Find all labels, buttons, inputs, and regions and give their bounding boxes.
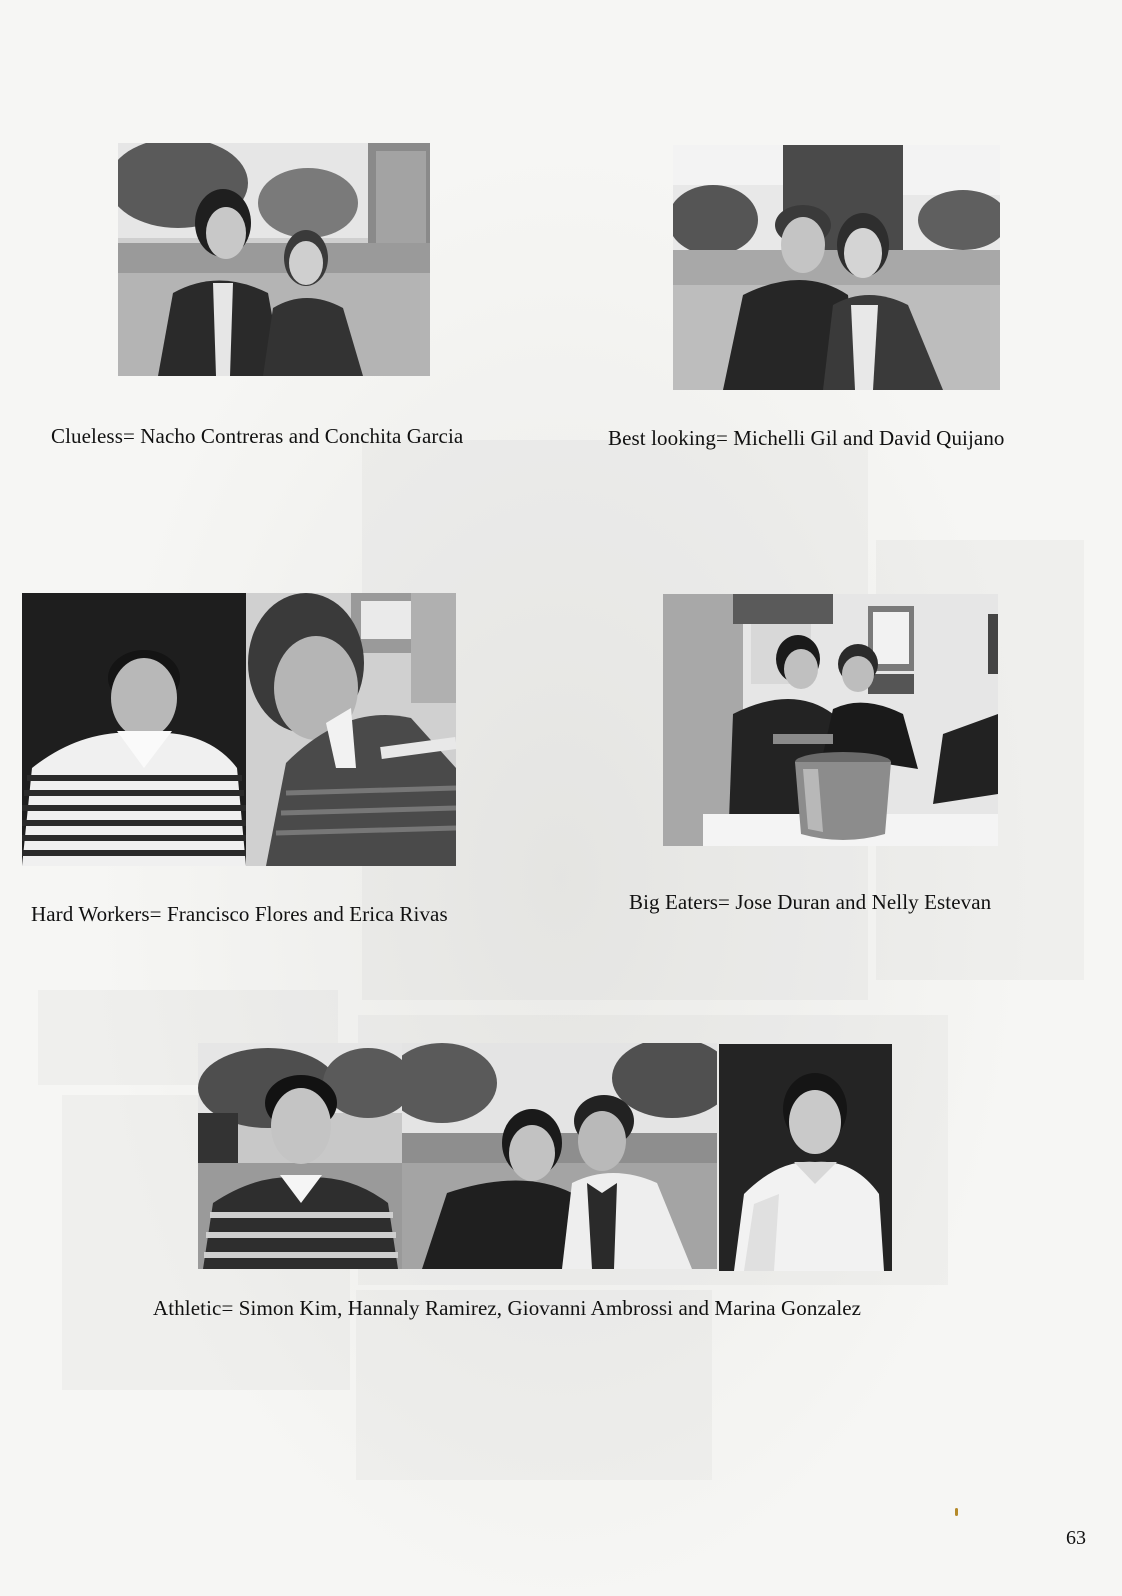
big-eaters-photo [663,594,998,846]
hard-workers-photo-left-image [22,593,246,866]
best-looking-caption: Best looking= Michelli Gil and David Quijano [608,426,1005,450]
clueless-photo [118,143,430,376]
athletic-photo-1 [198,1043,402,1269]
big-eaters-caption: Big Eaters= Jose Duran and Nelly Estevan [629,890,992,914]
athletic-photo-2-image [402,1043,717,1269]
hard-workers-caption: Hard Workers= Francisco Flores and Erica Rivas [31,902,448,926]
athletic-photo-2 [402,1043,717,1269]
best-looking-photo [673,145,1000,390]
best-looking-photo-image [673,145,1000,390]
athletic-photo-1-image [198,1043,402,1269]
clueless-caption: Clueless= Nacho Contreras and Conchita Garcia [51,424,464,448]
athletic-caption: Athletic= Simon Kim, Hannaly Ramirez, Giovanni Ambrossi and Marina Gonzalez [153,1296,862,1320]
hard-workers-photo-right-image [246,593,456,866]
athletic-photo-3 [719,1044,892,1271]
paper-speck [955,1508,958,1516]
page-number: 63 [1066,1527,1086,1549]
hard-workers-photo-right [246,593,456,866]
athletic-photo-3-image [719,1044,892,1271]
clueless-photo-image [118,143,430,376]
big-eaters-photo-image [663,594,998,846]
hard-workers-photo-left [22,593,246,866]
